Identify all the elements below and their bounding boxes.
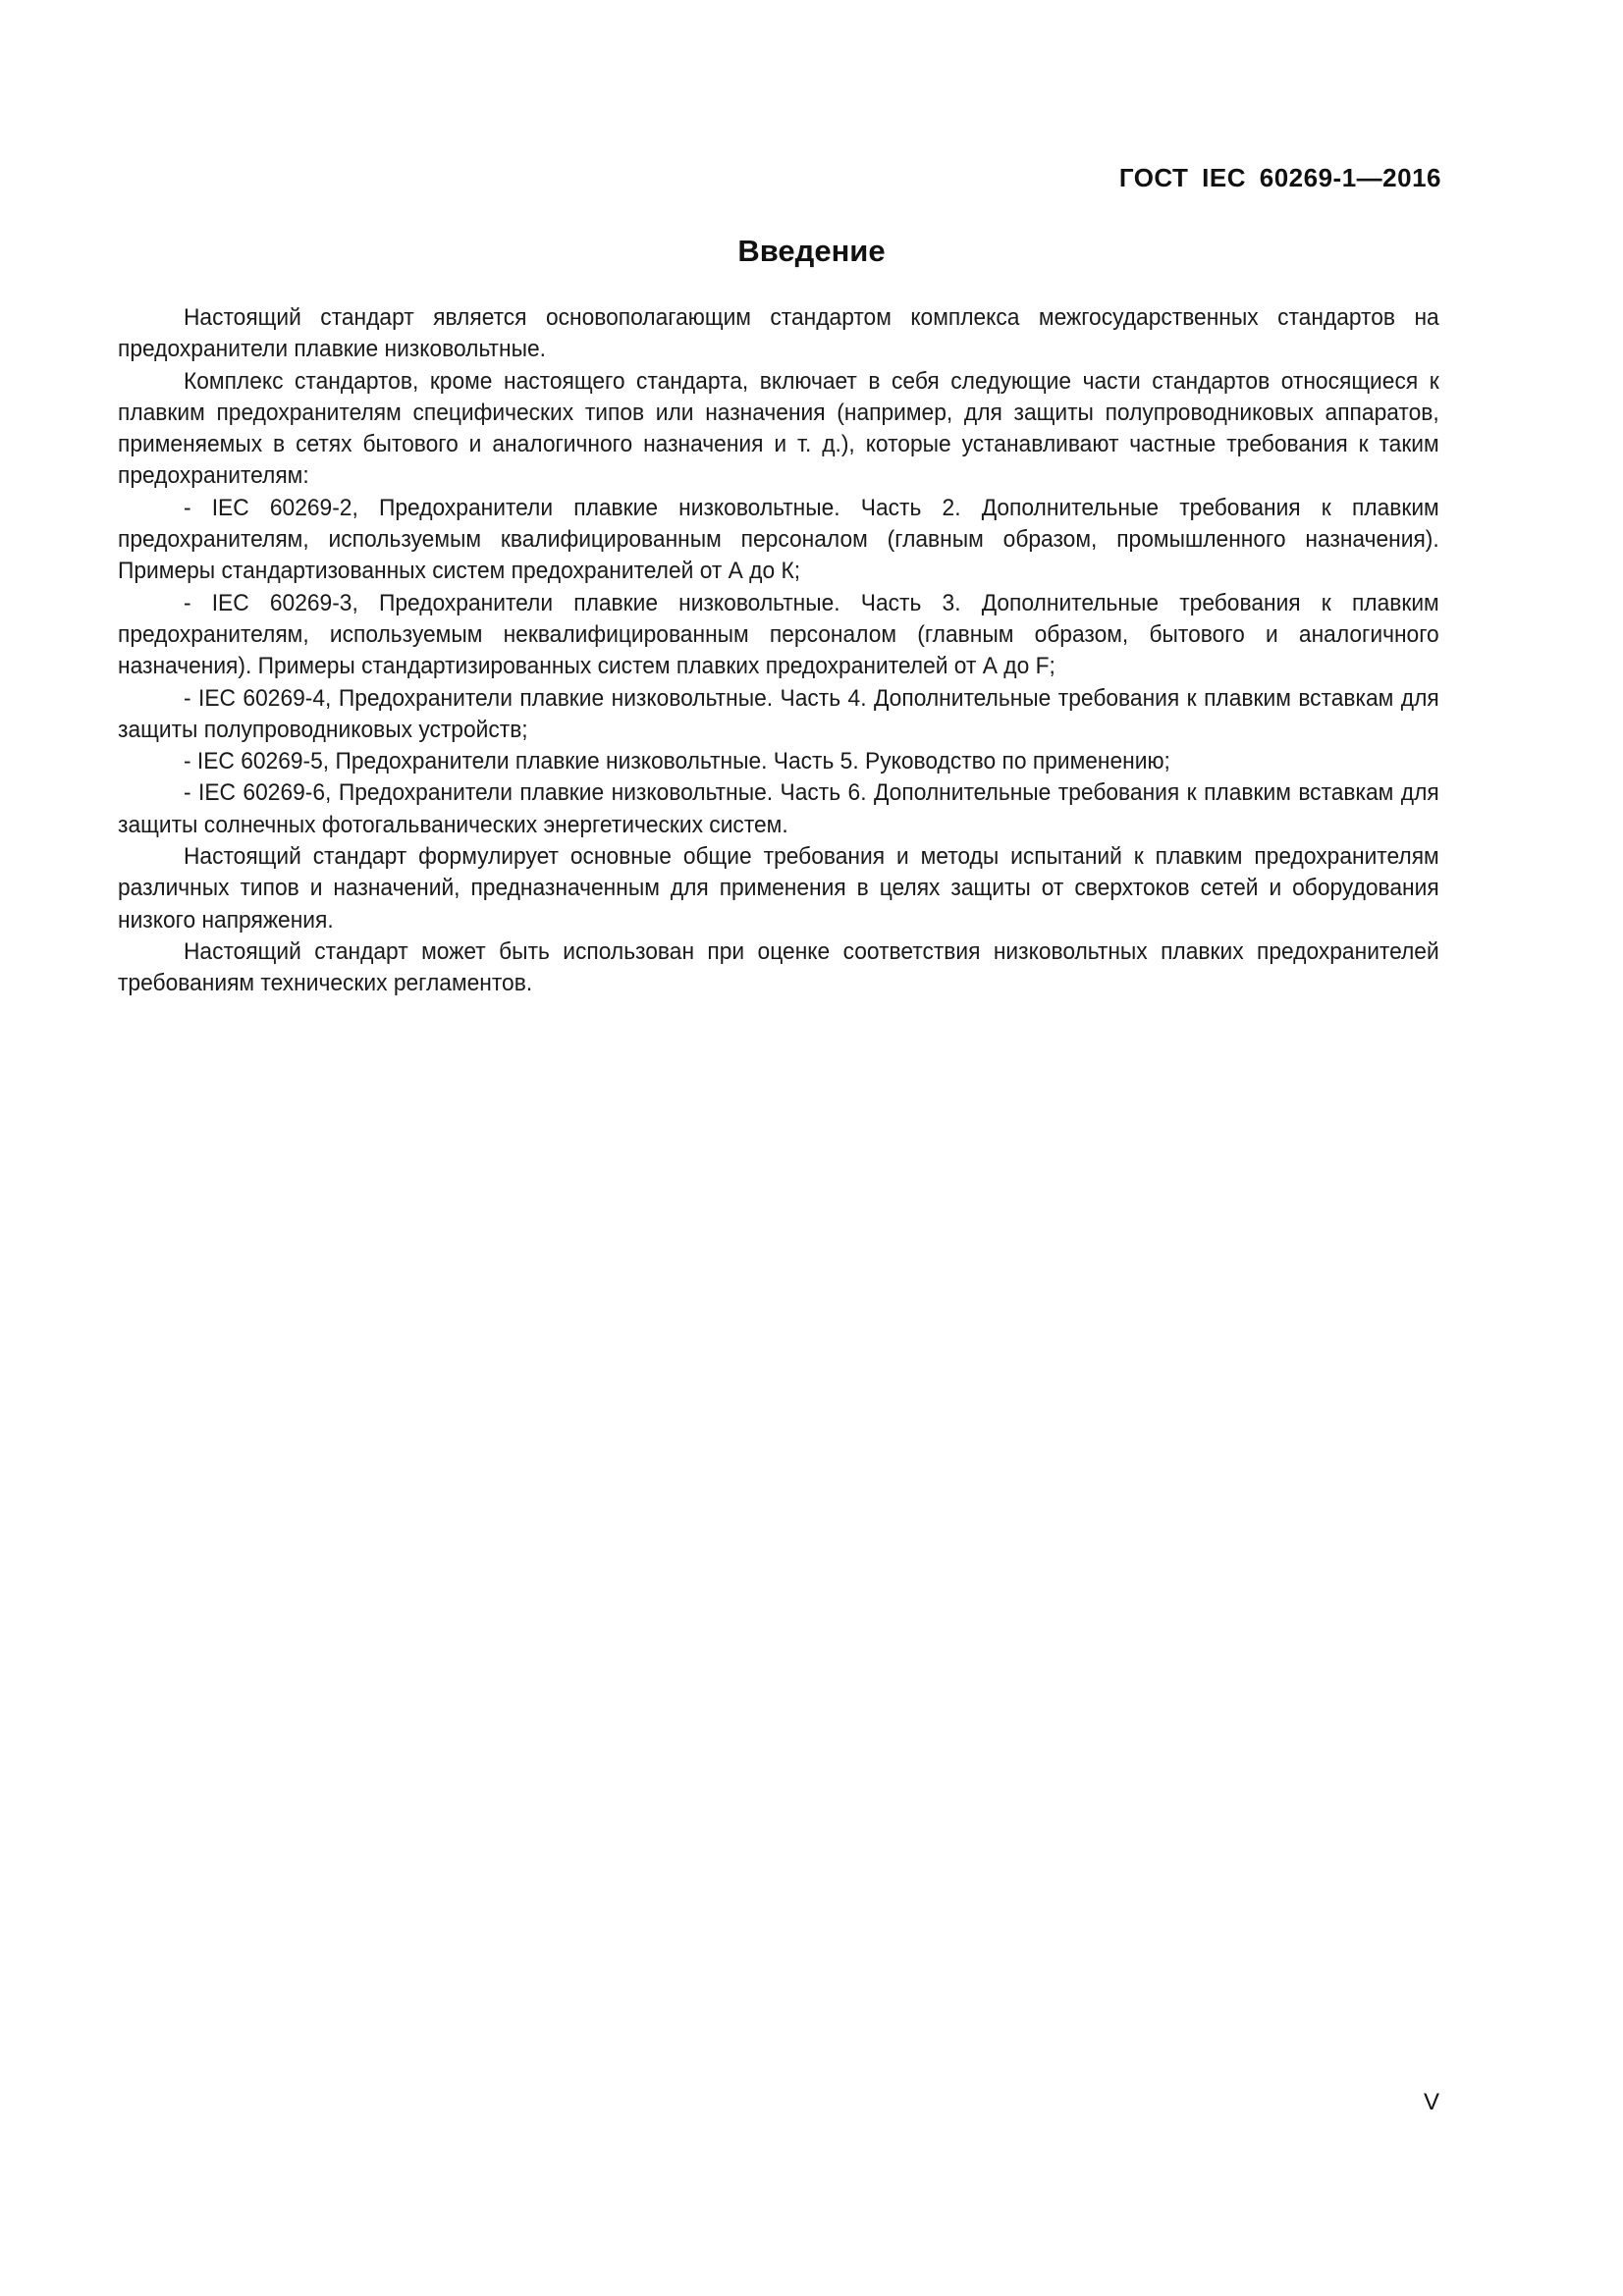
paragraph: Комплекс стандартов, кроме настоящего стандарта, включает в себя следующие части стандартов относящиеся к плавким предохранителям специфических типов или назначения (например, для защиты полупроводниковых аппаратов, применяемых в сетях бытового и аналогичного назначения и т. д.), которые устанавливают частные требования к таким предохранителям: (118, 367, 1439, 490)
section-title: Введение (737, 234, 886, 268)
standards-list-item: - IEC 60269-4, Предохранители плавкие низковольтные. Часть 4. Дополнительные требования к плавким вставкам для защиты полупроводниковых устройств; (118, 684, 1439, 743)
standards-list-item: - IEC 60269-2, Предохранители плавкие низковольтные. Часть 2. Дополнительные требования к плавким предохранителям, используемым квалифицированным персоналом (главным образом, промышленного назначения). Примеры стандартизованных систем предохранителей от А до К; (118, 494, 1439, 585)
page-number: V (1424, 2089, 1440, 2115)
document-code-header: ГОСТ IEC 60269-1—2016 (1118, 163, 1441, 192)
paragraph: Настоящий стандарт формулирует основные общие требования и методы испытаний к плавким предохранителям различных типов и назначений, предназначенным для применения в целях защиты от сверхтоков сетей и оборудования низкого напряжения. (118, 843, 1439, 934)
paragraph: Настоящий стандарт может быть использован при оценке соответствия низковольтных плавких предохранителей требованиям технических регламентов. (118, 937, 1439, 997)
standards-list-item: - IEC 60269-6, Предохранители плавкие низковольтные. Часть 6. Дополнительные требования к плавким вставкам для защиты солнечных фотогальванических энергетических систем. (118, 779, 1439, 838)
paragraph: Настоящий стандарт является основополагающим стандартом комплекса межгосударственных стандартов на предохранители плавкие низковольтные. (118, 304, 1439, 363)
standards-list-item: - IEC 60269-3, Предохранители плавкие низковольтные. Часть 3. Дополнительные требования к плавким предохранителям, используемым неквалифицированным персоналом (главным образом, бытового и аналогичного назначения). Примеры стандартизированных систем плавких предохранителей от А до F; (118, 589, 1439, 680)
body-text (118, 302, 1439, 1000)
standards-list-item: - IEC 60269-5, Предохранители плавкие низковольтные. Часть 5. Руководство по применению; (183, 748, 1170, 775)
